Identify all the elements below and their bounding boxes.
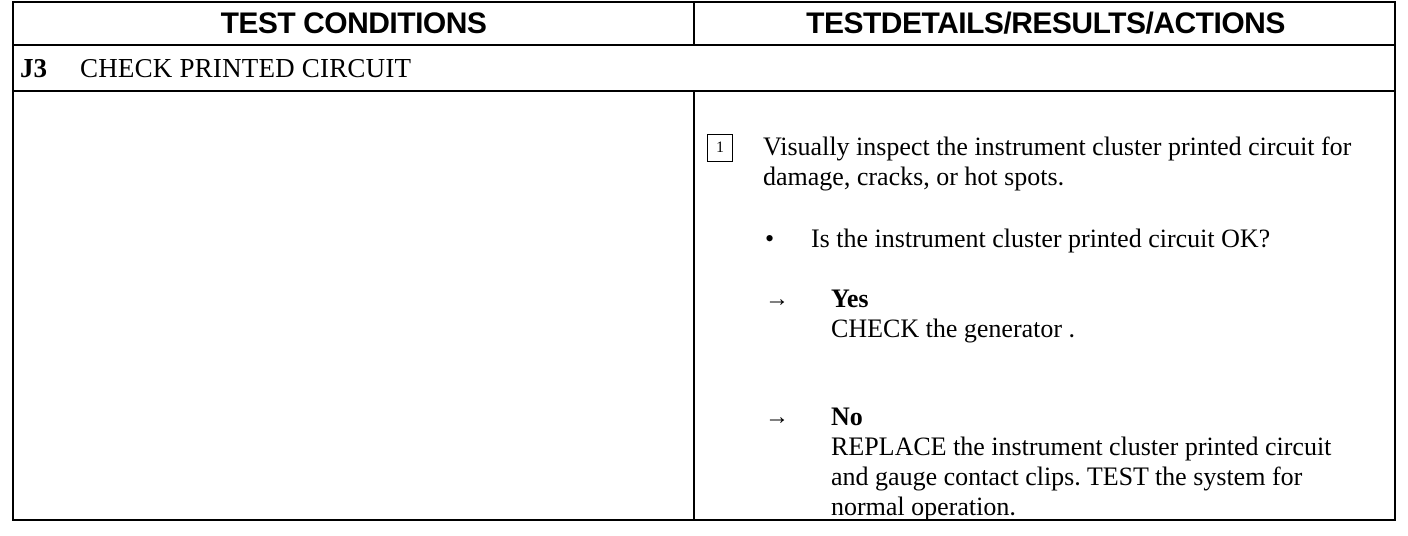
question-item	[765, 224, 1270, 254]
step-id: J3	[20, 52, 47, 83]
step-number-box: 1	[707, 134, 733, 162]
bullet-icon: •	[765, 224, 775, 253]
answer-yes-label: Yes	[831, 284, 869, 313]
header-test-details: TESTDETAILS/RESULTS/ACTIONS	[806, 6, 1285, 40]
test-details-cell	[695, 92, 1396, 521]
answer-no-action: REPLACE the instrument cluster printed circuit and gauge contact clips. TEST the system for normal operation.	[831, 432, 1332, 521]
step-title: CHECK PRINTED CIRCUIT	[80, 52, 412, 83]
arrow-right-icon: →	[765, 404, 789, 430]
test-conditions-cell	[14, 92, 695, 521]
step-body-row	[14, 92, 1394, 521]
question-text: Is the instrument cluster printed circuit OK?	[811, 224, 1271, 253]
answer-no-label: No	[831, 402, 863, 431]
table-header	[14, 3, 1394, 46]
arrow-right-icon: →	[765, 286, 789, 312]
answer-yes	[765, 284, 1351, 344]
step-title-row	[14, 46, 1394, 92]
header-test-conditions: TEST CONDITIONS	[14, 3, 695, 44]
instruction-text: Visually inspect the instrument cluster printed circuit for damage, cracks, or hot spots.	[763, 132, 1352, 191]
answer-no	[765, 402, 1351, 522]
answer-yes-action: CHECK the generator .	[831, 314, 1076, 343]
diagnostic-table	[12, 1, 1396, 521]
